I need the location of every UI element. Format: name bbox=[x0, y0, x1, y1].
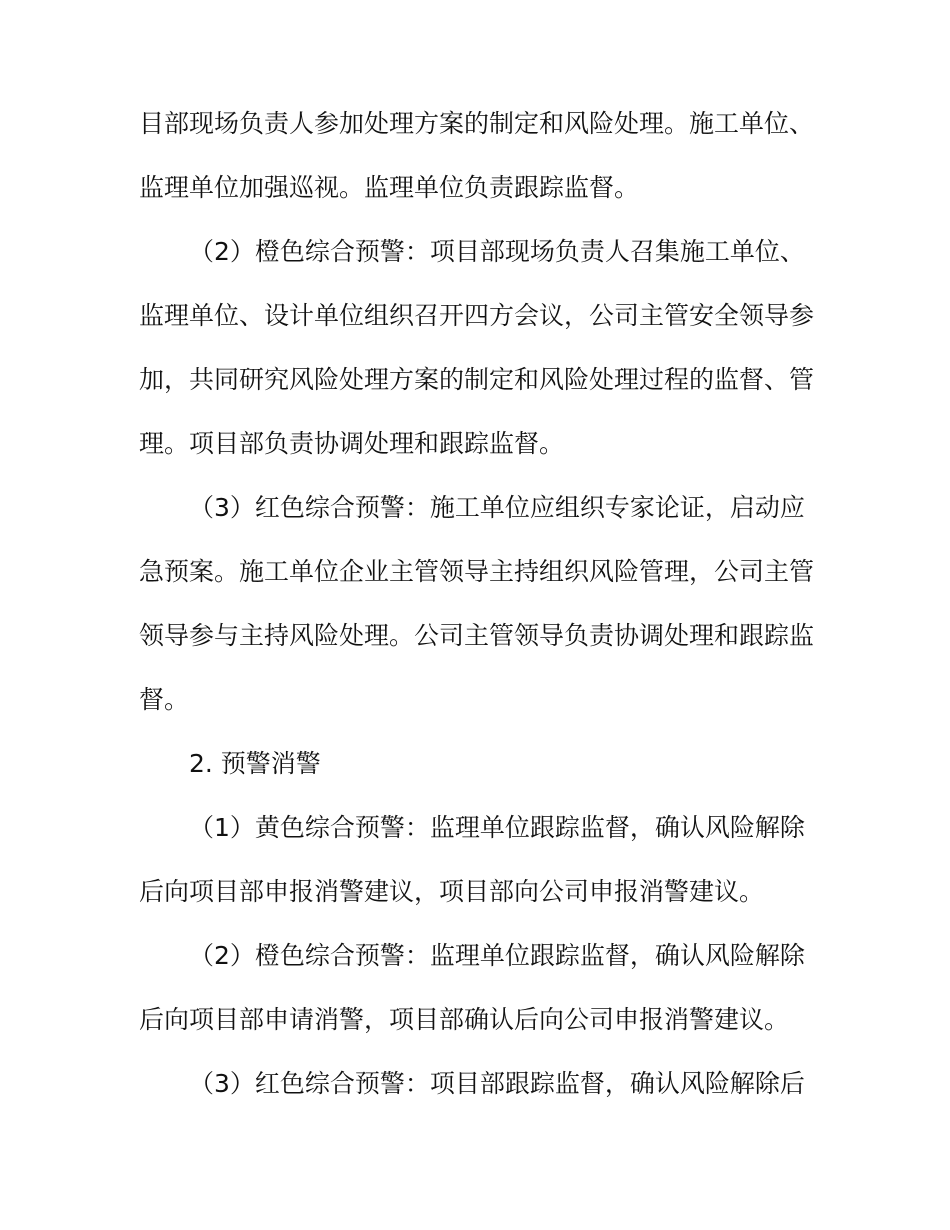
text-line: 目部现场负责人参加处理方案的制定和风险处理。施工单位、 bbox=[139, 109, 815, 138]
text-line: 督。 bbox=[139, 685, 190, 714]
paragraph-start-red-cancel: （3）红色综合预警：项目部跟踪监督，确认风险解除后 bbox=[189, 1069, 805, 1098]
section-heading: 2. 预警消警 bbox=[189, 749, 321, 778]
text-line: 领导参与主持风险处理。公司主管领导负责协调处理和跟踪监 bbox=[139, 621, 815, 650]
paragraph-start-orange-cancel: （2）橙色综合预警：监理单位跟踪监督，确认风险解除 bbox=[189, 941, 805, 970]
paragraph-start-orange-warning: （2）橙色综合预警：项目部现场负责人召集施工单位、 bbox=[189, 237, 805, 266]
text-line: 理。项目部负责协调处理和跟踪监督。 bbox=[139, 429, 565, 458]
text-line: 后向项目部申请消警，项目部确认后向公司申报消警建议。 bbox=[139, 1005, 790, 1034]
paragraph-start-red-warning: （3）红色综合预警：施工单位应组织专家论证，启动应 bbox=[189, 493, 805, 522]
text-line: 监理单位、设计单位组织召开四方会议，公司主管安全领导参 bbox=[139, 301, 815, 330]
text-line: 加，共同研究风险处理方案的制定和风险处理过程的监督、管 bbox=[139, 365, 815, 394]
paragraph-start-yellow-cancel: （1）黄色综合预警：监理单位跟踪监督，确认风险解除 bbox=[189, 813, 805, 842]
text-line: 后向项目部申报消警建议，项目部向公司申报消警建议。 bbox=[139, 877, 765, 906]
text-line: 监理单位加强巡视。监理单位负责跟踪监督。 bbox=[139, 173, 640, 202]
text-line: 急预案。施工单位企业主管领导主持组织风险管理，公司主管 bbox=[139, 557, 815, 586]
